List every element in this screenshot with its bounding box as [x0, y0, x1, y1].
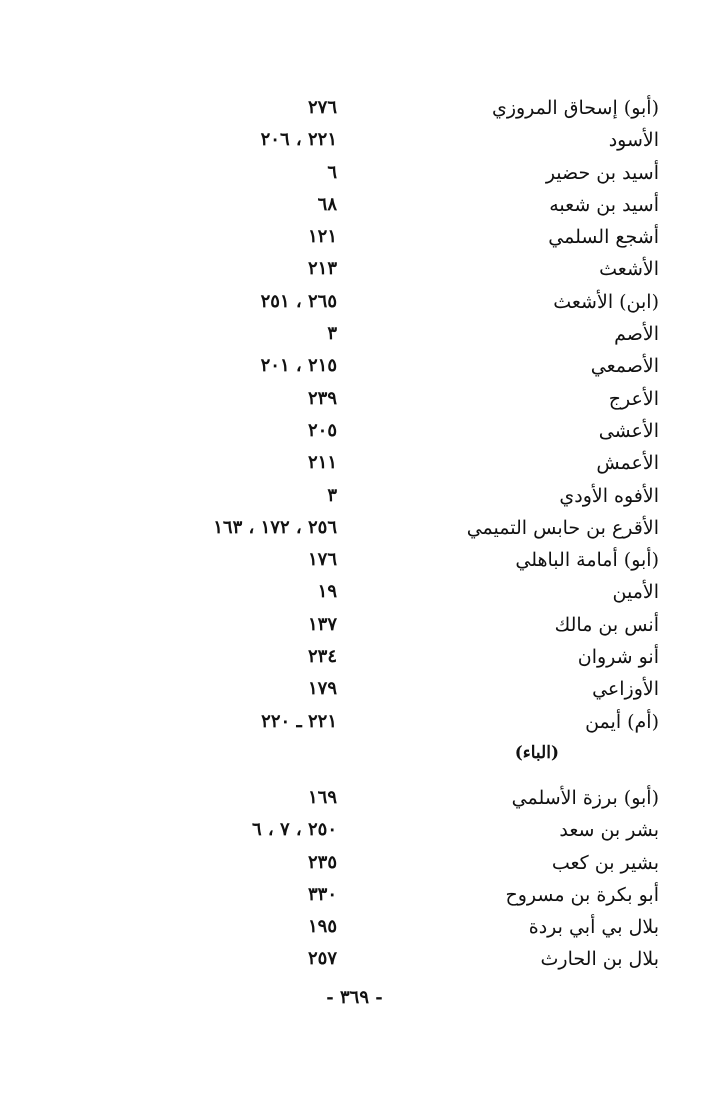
entry-name: أشجع السلمي	[548, 226, 659, 249]
section-heading: (الباء)	[514, 742, 559, 763]
index-entry	[0, 253, 709, 285]
index-entry	[0, 782, 709, 814]
index-entry	[0, 415, 709, 447]
entry-pages: ٣٣٠	[307, 883, 337, 905]
index-entry	[0, 879, 709, 911]
entry-pages: ١٧٦	[307, 549, 337, 571]
index-entry	[0, 383, 709, 415]
entry-pages: ٦	[327, 161, 337, 183]
entry-pages: ٢٥٦ ، ١٧٢ ، ١٦٣	[213, 516, 337, 538]
index-entry	[0, 641, 709, 673]
entry-name: الأمين	[612, 581, 659, 604]
entry-name: الأصم	[614, 323, 659, 346]
entry-name: الأشعث	[599, 258, 659, 281]
entry-pages: ٢٦٥ ، ٢٥١	[260, 290, 337, 312]
section-heading-row	[0, 738, 709, 782]
entry-name: الأفوه الأودي	[559, 484, 659, 507]
entry-pages: ٢٥٠ ، ٧ ، ٦	[251, 819, 337, 841]
index-entry	[0, 350, 709, 382]
entry-pages: ٣	[327, 484, 337, 506]
index-entry	[0, 92, 709, 124]
entry-pages: ٢٣٤	[307, 646, 337, 668]
entry-pages: ١٢١	[307, 226, 337, 248]
entry-pages: ٢٣٥	[307, 851, 337, 873]
entry-pages: ٢٢١ ـ ٢٢٠	[261, 710, 337, 732]
entry-pages: ٢٠٥	[307, 419, 337, 441]
entry-name: الأعرج	[608, 387, 659, 410]
entry-name: (أبو) برزة الأسلمي	[511, 786, 659, 809]
entry-name: أسيد بن حضير	[545, 161, 659, 184]
entry-name: بلال بن الحارث	[540, 948, 659, 971]
entry-name: الأصمعي	[590, 355, 659, 378]
entry-name: أسيد بن شعبه	[549, 193, 659, 216]
index-entry	[0, 480, 709, 512]
entry-name: الأوزاعي	[592, 678, 659, 701]
index-entry	[0, 673, 709, 705]
page-footer	[0, 984, 709, 1012]
index-entry	[0, 576, 709, 608]
entry-name: بلال بي أبي بردة	[528, 916, 659, 939]
entry-pages: ١٩٥	[307, 916, 337, 938]
entry-pages: ١٧٩	[307, 678, 337, 700]
entry-pages: ٣	[327, 323, 337, 345]
entry-pages: ٢٥٧	[307, 948, 337, 970]
index-entry	[0, 157, 709, 189]
entry-pages: ١٦٩	[307, 786, 337, 808]
index-entry	[0, 124, 709, 156]
entry-name: (أم) أيمن	[585, 710, 659, 733]
entry-name: (أبو) إسحاق المروزي	[491, 97, 659, 119]
entry-name: أبو بكرة بن مسروح	[505, 883, 659, 906]
entry-name: أنو شروان	[577, 646, 659, 669]
index-entry	[0, 221, 709, 253]
entry-pages: ١٣٧	[307, 613, 337, 635]
index-entry	[0, 512, 709, 544]
index-entry	[0, 447, 709, 479]
page-number: - ٣٦٩ -	[326, 987, 383, 1008]
entry-name: الأسود	[608, 129, 659, 152]
entry-pages: ١٩	[317, 581, 337, 603]
entry-pages: ٢٢١ ، ٢٠٦	[260, 129, 337, 151]
entries-group-alif	[0, 92, 709, 738]
entry-pages: ٢١٥ ، ٢٠١	[260, 355, 337, 377]
entry-pages: ٦٨	[317, 193, 337, 215]
entry-pages: ٢٧٦	[307, 97, 337, 118]
index-entry	[0, 318, 709, 350]
entry-name: الأعمش	[596, 452, 659, 475]
entry-name: (أبو) أمامة الباهلي	[515, 549, 659, 572]
entry-pages: ٢٣٩	[307, 387, 337, 409]
entry-name: الأعشى	[598, 419, 659, 442]
index-entry	[0, 609, 709, 641]
entry-name: الأقرع بن حابس التميمي	[466, 516, 659, 539]
index-entry	[0, 286, 709, 318]
index-entry	[0, 814, 709, 846]
entry-pages: ٢١١	[307, 452, 337, 474]
index-entry	[0, 706, 709, 738]
index-entry	[0, 189, 709, 221]
index-entry	[0, 847, 709, 879]
entry-name: (ابن) الأشعث	[553, 290, 659, 313]
entry-name: بشير بن كعب	[551, 851, 659, 874]
entries-group-ba	[0, 782, 709, 976]
index-entries	[0, 92, 709, 976]
entry-name: أنس بن مالك	[554, 613, 659, 636]
entry-name: بشر بن سعد	[559, 819, 659, 842]
index-entry	[0, 911, 709, 943]
index-entry	[0, 943, 709, 975]
entry-pages: ٢١٣	[307, 258, 337, 280]
index-entry	[0, 544, 709, 576]
